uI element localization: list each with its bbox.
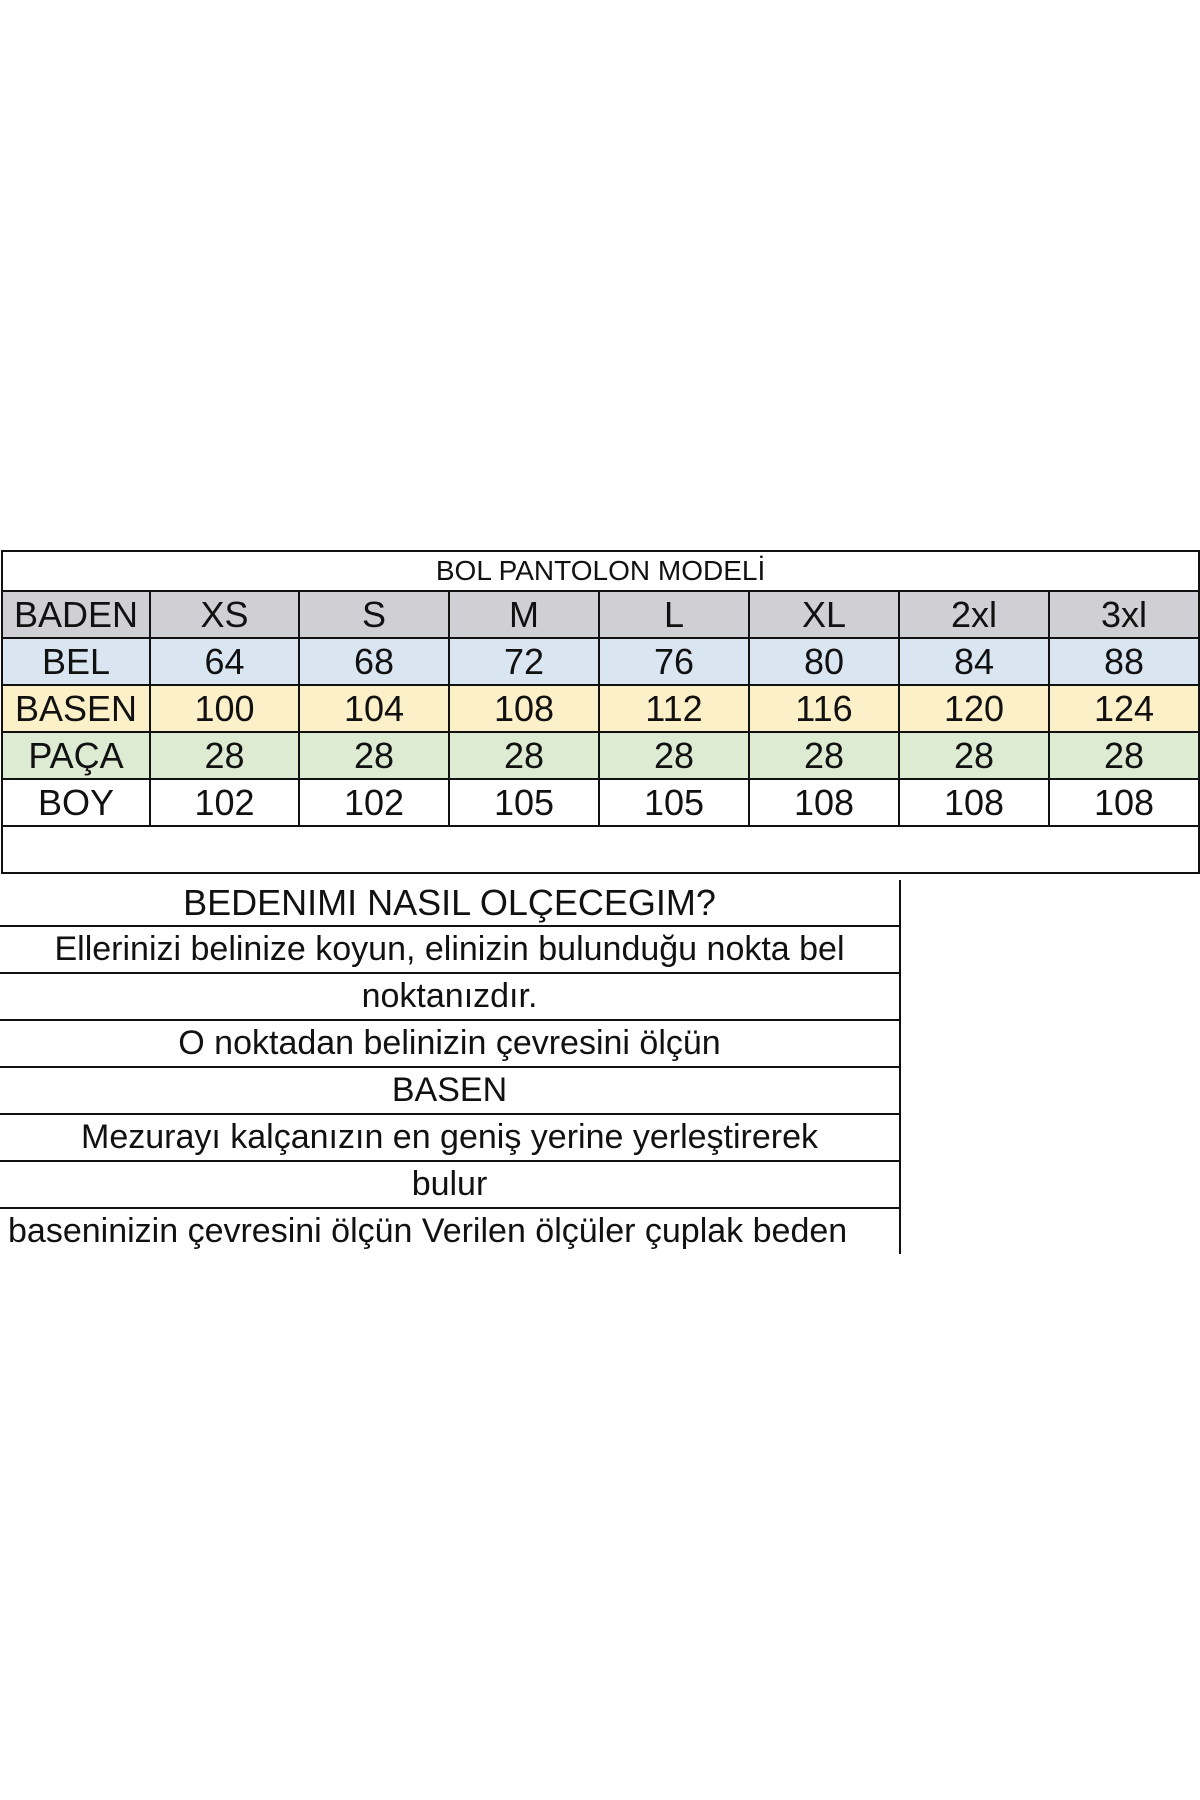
table-cell: 108 bbox=[899, 779, 1049, 826]
blank-separator-row bbox=[2, 826, 1199, 873]
table-cell: 80 bbox=[749, 638, 899, 685]
header-cell-m: M bbox=[449, 591, 599, 638]
table-cell: 100 bbox=[150, 685, 299, 732]
header-cell-3xl: 3xl bbox=[1049, 591, 1199, 638]
table-cell: 102 bbox=[299, 779, 449, 826]
guide-line: noktanızdır. bbox=[0, 974, 899, 1021]
table-cell: 28 bbox=[449, 732, 599, 779]
table-row-bel bbox=[2, 638, 1199, 685]
table-cell: 28 bbox=[749, 732, 899, 779]
table-cell: 105 bbox=[599, 779, 749, 826]
guide-title: BEDENIMI NASIL OLÇECEGIM? bbox=[0, 880, 899, 927]
table-cell: 28 bbox=[1049, 732, 1199, 779]
header-cell-label: BADEN bbox=[2, 591, 150, 638]
table-title: BOL PANTOLON MODELİ bbox=[2, 551, 1199, 591]
header-cell-s: S bbox=[299, 591, 449, 638]
header-cell-l: L bbox=[599, 591, 749, 638]
table-cell: 72 bbox=[449, 638, 599, 685]
table-title-row bbox=[2, 551, 1199, 591]
row-label: BEL bbox=[2, 638, 150, 685]
table-cell: 102 bbox=[150, 779, 299, 826]
table-cell: 84 bbox=[899, 638, 1049, 685]
table-cell: 105 bbox=[449, 779, 599, 826]
table-cell: 116 bbox=[749, 685, 899, 732]
guide-line: bulur bbox=[0, 1162, 899, 1209]
table-row-boy bbox=[2, 779, 1199, 826]
table-row-basen bbox=[2, 685, 1199, 732]
table-cell: 104 bbox=[299, 685, 449, 732]
header-cell-xl: XL bbox=[749, 591, 899, 638]
row-label: BOY bbox=[2, 779, 150, 826]
table-cell: 28 bbox=[899, 732, 1049, 779]
table-cell: 64 bbox=[150, 638, 299, 685]
table-cell: 124 bbox=[1049, 685, 1199, 732]
guide-line: Mezurayı kalçanızın en geniş yerine yerleştirerek bbox=[0, 1115, 899, 1162]
guide-line: Ellerinizi belinize koyun, elinizin bulunduğu nokta bel bbox=[0, 927, 899, 974]
row-label: BASEN bbox=[2, 685, 150, 732]
table-cell: 68 bbox=[299, 638, 449, 685]
table-cell: 108 bbox=[749, 779, 899, 826]
table-cell: 28 bbox=[150, 732, 299, 779]
guide-line: O noktadan belinizin çevresini ölçün bbox=[0, 1021, 899, 1068]
table-cell: 120 bbox=[899, 685, 1049, 732]
header-cell-2xl: 2xl bbox=[899, 591, 1049, 638]
table-cell: 76 bbox=[599, 638, 749, 685]
table-row-paca bbox=[2, 732, 1199, 779]
table-cell: 28 bbox=[599, 732, 749, 779]
size-header-row bbox=[2, 591, 1199, 638]
guide-line: baseninizin çevresini ölçün Verilen ölçüler çuplak beden bbox=[8, 1212, 848, 1250]
table-cell: 88 bbox=[1049, 638, 1199, 685]
table-cell: 108 bbox=[449, 685, 599, 732]
measurement-guide bbox=[0, 880, 901, 1254]
table-cell: 112 bbox=[599, 685, 749, 732]
table-cell: 28 bbox=[299, 732, 449, 779]
size-table bbox=[1, 550, 1200, 874]
size-chart bbox=[0, 550, 1200, 874]
table-cell: 108 bbox=[1049, 779, 1199, 826]
header-cell-xs: XS bbox=[150, 591, 299, 638]
guide-subheading: BASEN bbox=[0, 1068, 899, 1115]
row-label: PAÇA bbox=[2, 732, 150, 779]
blank-cell bbox=[2, 826, 1199, 873]
